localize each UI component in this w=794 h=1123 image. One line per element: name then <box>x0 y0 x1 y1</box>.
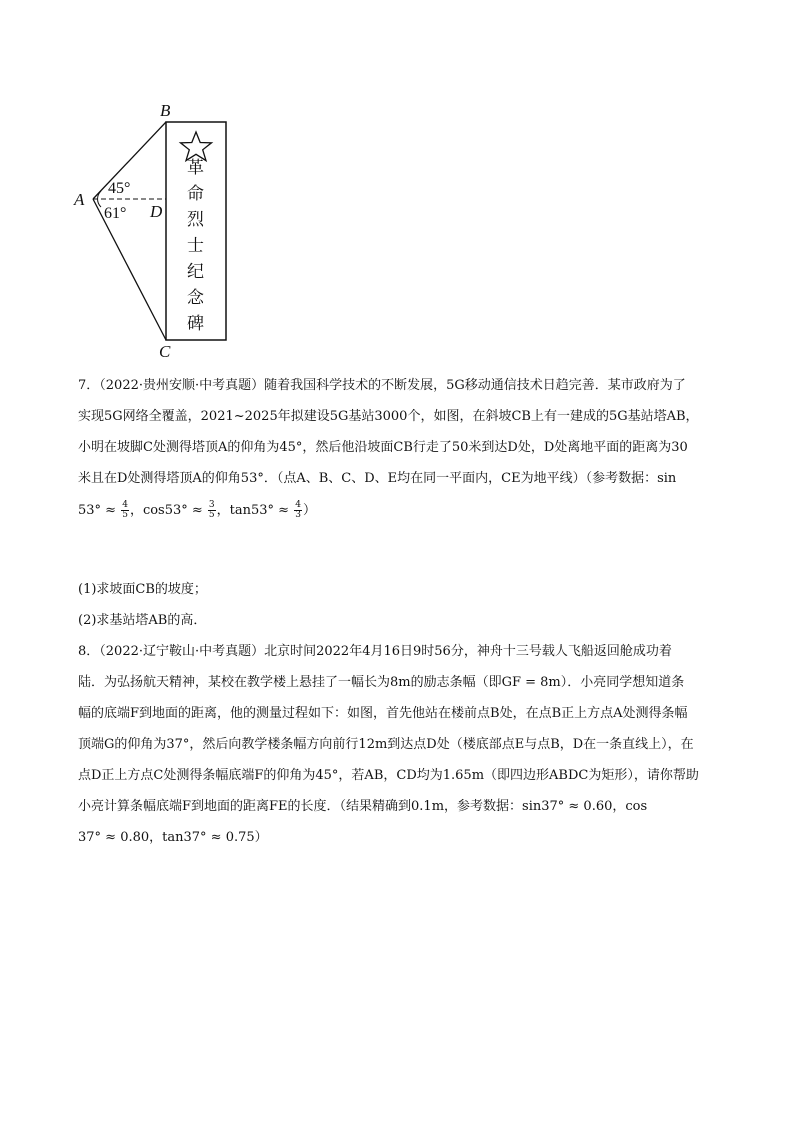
q7-line-5 <box>78 494 718 528</box>
angle-label-61: 61° <box>104 205 127 222</box>
fraction-denominator: 5 <box>208 510 215 520</box>
monument-char-2: 命 <box>187 184 204 204</box>
monument-char-3: 烈 <box>187 210 204 230</box>
monument-char-6: 念 <box>187 288 204 308</box>
q8-line-2: 陆．为弘扬航天精神，某校在教学楼上悬挂了一幅长为8m的励志条幅（即GF = 8m）．小亮同学想知道条 <box>78 675 685 690</box>
point-label-A: A <box>74 190 85 209</box>
monument-char-5: 纪 <box>187 262 204 282</box>
fraction-numerator: 4 <box>295 500 301 510</box>
point-label-C: C <box>159 342 171 361</box>
point-label-D: D <box>150 202 163 221</box>
q7-line-5-b: ，cos53° ≈ <box>129 503 207 518</box>
star-outline-icon <box>181 132 212 161</box>
q8-line-4: 顶端G的仰角为37°，然后向教学楼条幅方向前行12m到达点D处（楼底部点E与点B，D在一条直线上），在 <box>78 737 694 752</box>
q8-line-3: 幅的底端F到地面的距离，他的测量过程如下：如图，首先他站在楼前点B处，在点B正上方点A处测得条幅 <box>78 706 688 721</box>
question-8 <box>78 636 718 853</box>
point-label-B: B <box>160 101 171 120</box>
fraction-4-5-a <box>121 501 129 520</box>
monument-char-1: 革 <box>187 158 204 178</box>
fraction-denominator: 5 <box>122 510 128 520</box>
q7-line-3: 小明在坡脚C处测得塔顶A的仰角为45°，然后他沿坡面CB行走了50米到达D处，D处离地平面的距离为30 <box>78 440 688 455</box>
q7-line-2: 实现5G网络全覆盖，2021~2025年拟建设5G基站3000个，如图，在斜坡CB上有一建成的5G基站塔AB， <box>78 409 699 424</box>
geometry-figure <box>60 95 260 365</box>
q8-line-5: 点D正上方点C处测得条幅底端F的仰角为45°，若AB，CD均为1.65m（即四边形ABDC为矩形），请你帮助 <box>78 768 699 783</box>
question-7 <box>78 370 718 528</box>
q8-line-6: 小亮计算条幅底端F到地面的距离FE的长度．（结果精确到0.1m，参考数据：sin37° ≈ 0.60，cos <box>78 799 648 814</box>
fraction-denominator: 3 <box>295 510 301 520</box>
fraction-3-5 <box>208 501 216 520</box>
q8-line-7: 37° ≈ 0.80，tan37° ≈ 0.75） <box>78 830 268 845</box>
q7-line-4: 米且在D处测得塔顶A的仰角53°．（点A、B、C、D、E均在同一平面内，CE为地平线）（参考数据：sin <box>78 471 677 486</box>
fraction-4-3 <box>294 501 302 520</box>
fraction-numerator: 4 <box>122 500 128 510</box>
geometry-diagram <box>60 95 260 365</box>
fraction-numerator: 3 <box>208 500 215 510</box>
q7-line-5-a: 53° ≈ <box>78 503 121 518</box>
angle-label-45: 45° <box>108 180 131 197</box>
q8-line-1: 8．（2022·辽宁鞍山·中考真题）北京时间2022年4月16日9时56分，神舟十三号载人飞船返回舱成功着 <box>78 644 672 659</box>
monument-char-4: 士 <box>187 236 204 256</box>
q7-subquestion-1: (1)求坡面CB的坡度； <box>78 582 207 597</box>
monument-char-7: 碑 <box>187 314 204 334</box>
q7-line-1: 7．（2022·贵州安顺·中考真题）随着我国科学技术的不断发展，5G移动通信技术日趋完善．某市政府为了 <box>78 378 686 393</box>
q7-subquestion-2: (2)求基站塔AB的高． <box>78 613 207 628</box>
question-7-subparts <box>78 574 718 636</box>
q7-line-5-d: ） <box>302 503 316 518</box>
q7-line-5-c: ，tan53° ≈ <box>216 503 294 518</box>
